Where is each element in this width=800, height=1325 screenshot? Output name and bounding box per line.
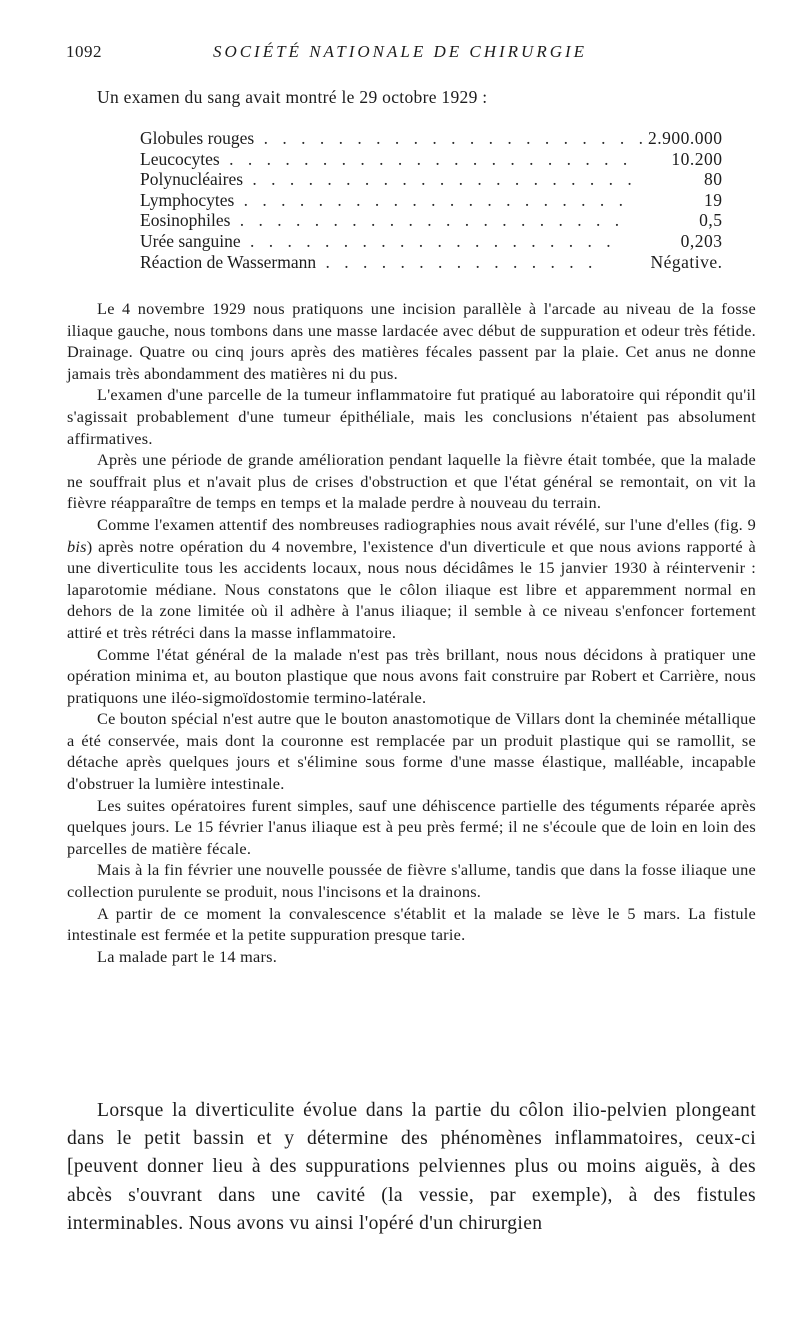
- table-row: [140, 149, 762, 170]
- result-label: Polynucléaires: [140, 169, 244, 190]
- dot-leaders: . . . . . . . . . . . . . . . . . . . .: [240, 230, 616, 251]
- paragraph: Comme l'état général de la malade n'est pas très brillant, nous nous décidons à pratiquer une opération minima et, au bouton plastique que nous avons fait construire par Robert et Carrière, nous pratiquons une iléo-sigmoïdostomie termino-latérale.: [67, 644, 756, 707]
- result-value: Négative.: [650, 251, 723, 272]
- case-report-body: [67, 298, 756, 967]
- closing-paragraph: Lorsque la diverticulite évolue dans la partie du côlon ilio-pelvien plongeant dans le petit bassin et y détermine des phénomènes inflammatoires, ceux-ci [peuvent donner lieu à des suppurations pelviennes plus ou moins aiguës, à des abcès s'ouvrant dans une cavité (la vessie, par exemple), à des fistules interminables. Nous avons vu ainsi l'opéré d'un chirurgien: [67, 1100, 756, 1234]
- result-label: Urée sanguine: [140, 230, 241, 251]
- table-row: [140, 128, 762, 149]
- paragraph: Ce bouton spécial n'est autre que le bouton anastomotique de Villars dont la cheminée métallique a été conservée, mais dont la couronne est remplacée par un produit plastique qui se ramollit, se détache après quelques jours et s'élimine sous forme d'une masse élastique, malléable, incapable d'obstruer la lumière intestinale.: [67, 709, 756, 794]
- italic-bis: bis: [67, 536, 87, 556]
- paragraph: Comme l'examen attentif des nombreuses radiographies nous avait révélé, sur l'une d'elles (fig. 9 bis) après notre opération du 4 novembre, l'existence d'un diverticule et que nous avions rapporté à une diverticulite tous les accidents locaux, nous nous décidâmes le 15 janvier 1930 à réintervenir : laparotomie médiane. Nous constatons que le côlon iliaque est libre et apparemment normal en dehors de la zone limitée où il adhère à l'anus iliaque; il semble à ce niveau s'enfoncer fortement attiré et très rétréci dans la masse inflammatoire.: [67, 514, 756, 642]
- result-label: Réaction de Wassermann: [140, 251, 317, 272]
- dot-leaders: . . . . . . . . . . . . . . . . . . . . .: [234, 189, 629, 210]
- result-value: 0,5: [699, 210, 723, 231]
- dot-leaders: . . . . . . . . . . . . . . .: [316, 251, 598, 272]
- paragraph: Les suites opératoires furent simples, sauf une déhiscence partielle des téguments réparée après quelques jours. Le 15 février l'anus iliaque est à peu près fermé; il ne s'écoule que de loin en loin des parcelles de matière fécale.: [67, 795, 756, 858]
- table-row: [140, 210, 762, 231]
- paragraph: L'examen d'une parcelle de la tumeur inflammatoire fut pratiqué au laboratoire qui répondit qu'il s'agissait probablement d'une tumeur épithéliale, mais les conclusions n'étaient pas absolument affirmatives.: [67, 385, 756, 448]
- dot-leaders: . . . . . . . . . . . . . . . . . . . . .: [230, 210, 625, 231]
- table-row: [140, 231, 762, 252]
- table-row: [140, 190, 762, 211]
- table-row: [140, 252, 762, 273]
- closing-section: [67, 1097, 756, 1238]
- result-value: 80: [703, 169, 723, 190]
- dot-leaders: . . . . . . . . . . . . . . . . . . . . . .: [219, 148, 633, 169]
- page-number: 1092: [66, 42, 102, 61]
- running-title: SOCIÉTÉ NATIONALE DE CHIRURGIE: [212, 42, 588, 61]
- paragraph: Le 4 novembre 1929 nous pratiquons une incision parallèle à l'arcade au niveau de la fosse iliaque gauche, nous tombons dans une masse lardacée avec début de suppuration et odeur très fétide. Drainage. Quatre ou cinq jours après des matières fécales passent par la plaie. Cet anus ne donne jamais très abondamment des matières ni du pus.: [67, 299, 756, 383]
- paragraph: La malade part le 14 mars.: [97, 946, 278, 966]
- result-label: Globules rouges: [140, 128, 255, 148]
- dot-leaders: . . . . . . . . . . . . . . . . . . . . .: [243, 169, 637, 190]
- table-row: [140, 169, 762, 190]
- blood-exam-intro: Un examen du sang avait montré le 29 octobre 1929 :: [97, 87, 488, 107]
- result-value: 19: [703, 189, 723, 210]
- result-value: 2.900.000: [647, 128, 723, 148]
- paragraph: Mais à la fin février une nouvelle poussée de fièvre s'allume, tandis que dans la fosse iliaque une collection purulente se produit, nous l'incisons et la drainons.: [67, 860, 756, 902]
- result-label: Lymphocytes: [140, 189, 235, 210]
- blood-results-table: [140, 128, 762, 272]
- paragraph: A partir de ce moment la convalescence s'établit et la malade se lève le 5 mars. La fistule intestinale est fermée et la petite suppuration presque tarie.: [67, 903, 756, 945]
- result-label: Leucocytes: [140, 148, 220, 169]
- result-label: Eosinophiles: [140, 210, 231, 231]
- result-value: 10.200: [671, 148, 723, 169]
- page-header: [0, 42, 800, 66]
- result-value: 0,203: [680, 230, 723, 251]
- dot-leaders: . . . . . . . . . . . . . . . . . . . . .: [254, 128, 648, 148]
- paragraph: Après une période de grande amélioration pendant laquelle la fièvre était tombée, que la malade ne souffrait plus et n'avait plus de crises d'obstruction et que l'état général se remontait, on vit la fièvre réapparaître de temps en temps et la malade perdre à nouveau du terrain.: [67, 450, 756, 513]
